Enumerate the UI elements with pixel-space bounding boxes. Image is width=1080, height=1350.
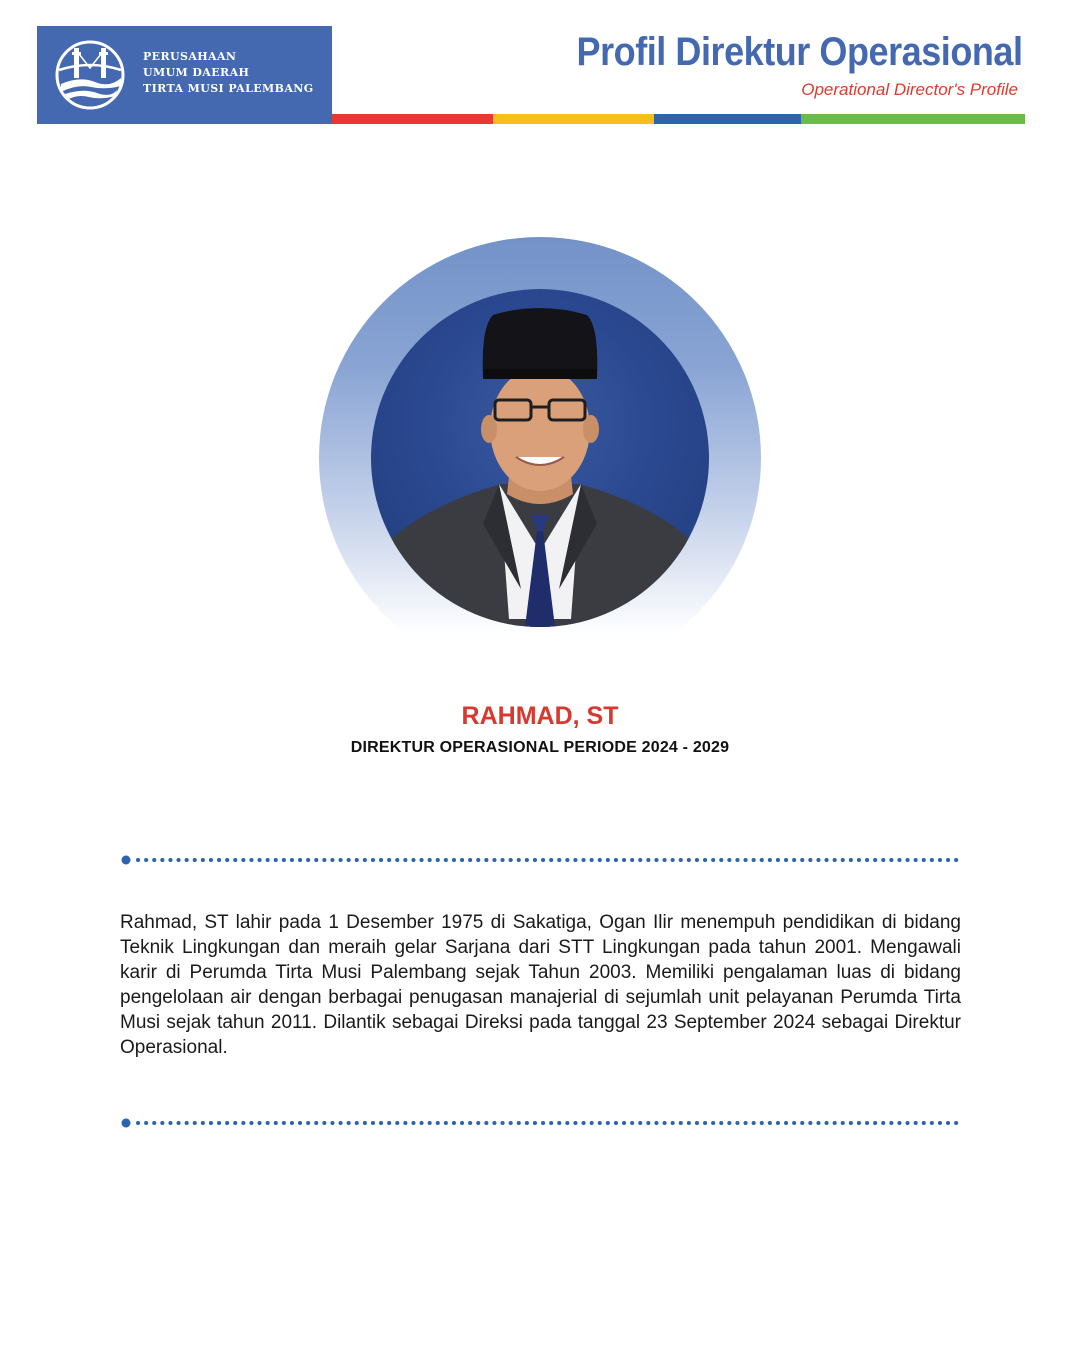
dotted-divider-bottom (120, 1117, 963, 1129)
page-subtitle: Operational Director's Profile (801, 80, 1018, 99)
dotted-divider-top (120, 854, 963, 866)
company-name-line-1: PERUSAHAAN (143, 50, 237, 63)
company-name-line-2: UMUM DAERAH (143, 66, 250, 79)
stripe-green (801, 114, 1025, 124)
bridge-river-logo-icon (55, 40, 125, 110)
portrait-photo (371, 289, 709, 627)
company-name (143, 49, 314, 97)
stripe-blue (654, 114, 801, 124)
company-name-line-3: TIRTA MUSI PALEMBANG (143, 82, 314, 95)
director-role: DIREKTUR OPERASIONAL PERIODE 2024 - 2029 (350, 739, 730, 756)
photo-frame (371, 289, 709, 627)
stripe-yellow (493, 114, 654, 124)
stripe-red (332, 114, 493, 124)
company-logo-block (37, 26, 332, 124)
director-biography: Rahmad, ST lahir pada 1 Desember 1975 di Sakatiga, Ogan Ilir menempuh pendidikan di bidang Teknik Lingkungan dan meraih gelar Sarjana dari STT Lingkungan pada tahun 2001. Mengawali karir di Perumda Tirta Musi Palembang sejak Tahun 2003. Memiliki pengalaman luas di bidang pengelolaan air dengan berbagai penugasan manajerial di sejumlah unit pelayanan Perumda Tirta Musi sejak tahun 2011. Dilantik sebagai Direksi pada tanggal 23 September 2024 sebagai Direktur Operasional. (120, 912, 961, 1058)
director-name: RAHMAD, ST (461, 702, 619, 730)
page-title: Profil Direktur Operasional (577, 30, 1023, 74)
